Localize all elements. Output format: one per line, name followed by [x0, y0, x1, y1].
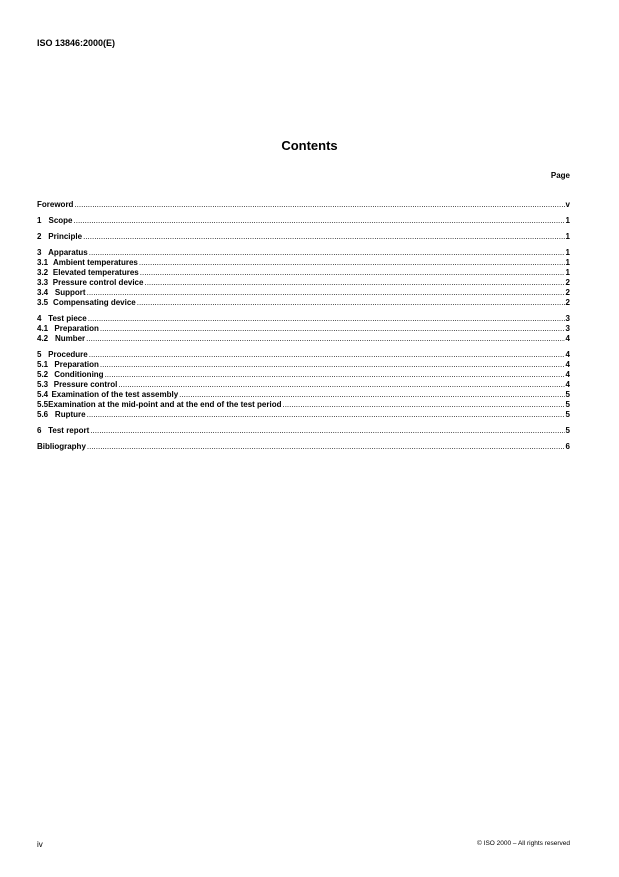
- toc-entry-page: 5: [565, 426, 570, 435]
- toc-entry-label: Rupture: [54, 410, 86, 419]
- toc-entry-label: Support: [54, 288, 86, 297]
- toc-dot-leader: [179, 390, 564, 400]
- toc-entry-number: 5.2: [37, 370, 49, 379]
- toc-entry[interactable]: [37, 380, 570, 390]
- toc-entry-label: Pressure control device: [52, 278, 144, 287]
- toc-entry[interactable]: [37, 400, 570, 410]
- toc-entry-number: 5.4: [37, 390, 49, 399]
- toc-entry[interactable]: [37, 334, 570, 344]
- toc-entry[interactable]: [37, 258, 570, 268]
- toc-entry-label: Examination of the test assembly: [51, 390, 179, 399]
- toc-entry[interactable]: [37, 248, 570, 258]
- toc-dot-leader: [137, 298, 565, 308]
- toc-entry-page: 3: [565, 324, 570, 333]
- toc-entry-number: 4.1: [37, 324, 49, 333]
- toc-entry[interactable]: [37, 360, 570, 370]
- toc-entry-page: 2: [565, 298, 570, 307]
- toc-entry-number: 3.5: [37, 298, 49, 307]
- footer-copyright: © ISO 2000 – All rights reserved: [477, 840, 570, 847]
- toc-entry-label: Number: [54, 334, 86, 343]
- toc-dot-leader: [140, 268, 565, 278]
- toc-entry-page: 4: [565, 380, 570, 389]
- toc-entry-label: Test report: [48, 426, 90, 435]
- toc-entry[interactable]: [37, 314, 570, 324]
- page-column-label: Page: [550, 171, 570, 180]
- toc-entry-page: v: [565, 200, 570, 209]
- toc-dot-leader: [87, 288, 565, 298]
- toc-entry[interactable]: [37, 390, 570, 400]
- table-of-contents: [37, 200, 570, 452]
- toc-dot-leader: [89, 350, 565, 360]
- toc-entry-label: Elevated temperatures: [52, 268, 139, 277]
- toc-entry-page: 5: [565, 390, 570, 399]
- toc-dot-leader: [87, 442, 565, 452]
- toc-entry-number: 5.1: [37, 360, 49, 369]
- toc-entry-number: 4: [37, 314, 42, 323]
- toc-dot-leader: [144, 278, 564, 288]
- toc-entry-label: Principle: [48, 232, 83, 241]
- toc-entry-number: 5: [37, 350, 42, 359]
- toc-entry[interactable]: [37, 288, 570, 298]
- toc-entry-page: 6: [565, 442, 570, 451]
- footer-page-number: iv: [37, 840, 43, 849]
- toc-entry-label: Preparation: [54, 324, 99, 333]
- toc-entry-label: Pressure control: [53, 380, 118, 389]
- toc-entry-page: 5: [565, 400, 570, 409]
- toc-dot-leader: [88, 314, 565, 324]
- toc-entry-page: 5: [565, 410, 570, 419]
- toc-entry-page: 4: [565, 350, 570, 359]
- toc-entry-number: 1: [37, 216, 42, 225]
- toc-dot-leader: [100, 360, 565, 370]
- toc-entry-number: 4.2: [37, 334, 49, 343]
- toc-entry-page: 1: [565, 232, 570, 241]
- toc-entry-label: Preparation: [54, 360, 99, 369]
- document-id: ISO 13846:2000(E): [37, 38, 116, 48]
- toc-entry-label: Procedure: [48, 350, 88, 359]
- toc-entry-number: 3.4: [37, 288, 49, 297]
- toc-dot-leader: [282, 400, 564, 410]
- toc-dot-leader: [105, 370, 565, 380]
- toc-entry-label: Test piece: [48, 314, 87, 323]
- toc-entry[interactable]: [37, 216, 570, 226]
- toc-entry-page: 4: [565, 360, 570, 369]
- toc-entry[interactable]: [37, 426, 570, 436]
- toc-entry-number: 6: [37, 426, 42, 435]
- toc-entry-number: 3: [37, 248, 42, 257]
- toc-dot-leader: [86, 334, 564, 344]
- toc-dot-leader: [89, 248, 565, 258]
- toc-entry-number: 2: [37, 232, 42, 241]
- toc-entry-label: Ambient temperatures: [52, 258, 138, 267]
- toc-entry-page: 1: [565, 248, 570, 257]
- toc-entry[interactable]: [37, 200, 570, 210]
- toc-entry-number: 5.3: [37, 380, 49, 389]
- toc-entry-label: Examination at the mid-point and at the end of the test period: [48, 400, 282, 409]
- toc-entry[interactable]: [37, 370, 570, 380]
- toc-entry-number: 3.1: [37, 258, 49, 267]
- toc-entry-page: 4: [565, 334, 570, 343]
- toc-entry-page: 4: [565, 370, 570, 379]
- toc-dot-leader: [100, 324, 565, 334]
- toc-entry-label: Bibliography: [37, 442, 86, 451]
- toc-entry-label: Apparatus: [48, 248, 88, 257]
- toc-entry[interactable]: [37, 442, 570, 452]
- toc-entry[interactable]: [37, 278, 570, 288]
- toc-entry-page: 1: [565, 268, 570, 277]
- toc-dot-leader: [139, 258, 565, 268]
- toc-dot-leader: [118, 380, 564, 390]
- toc-entry[interactable]: [37, 350, 570, 360]
- toc-entry-number: 3.3: [37, 278, 49, 287]
- toc-entry[interactable]: [37, 324, 570, 334]
- toc-dot-leader: [83, 232, 564, 242]
- toc-entry-page: 2: [565, 288, 570, 297]
- toc-dot-leader: [87, 410, 565, 420]
- toc-entry[interactable]: [37, 298, 570, 308]
- toc-entry-label: Compensating device: [53, 298, 136, 307]
- toc-entry[interactable]: [37, 410, 570, 420]
- toc-entry-page: 1: [565, 258, 570, 267]
- toc-entry-label: Scope: [48, 216, 73, 225]
- toc-dot-leader: [74, 216, 565, 226]
- toc-entry-page: 3: [565, 314, 570, 323]
- page-title: Contents: [281, 138, 338, 153]
- toc-dot-leader: [90, 426, 564, 436]
- toc-dot-leader: [74, 200, 564, 210]
- toc-entry-label: Conditioning: [54, 370, 104, 379]
- toc-entry-page: 1: [565, 216, 570, 225]
- toc-entry[interactable]: [37, 232, 570, 242]
- toc-entry-number: 5.5: [37, 400, 49, 409]
- toc-entry[interactable]: [37, 268, 570, 278]
- toc-entry-page: 2: [565, 278, 570, 287]
- toc-entry-label: Foreword: [37, 200, 74, 209]
- toc-entry-number: 3.2: [37, 268, 49, 277]
- toc-entry-number: 5.6: [37, 410, 49, 419]
